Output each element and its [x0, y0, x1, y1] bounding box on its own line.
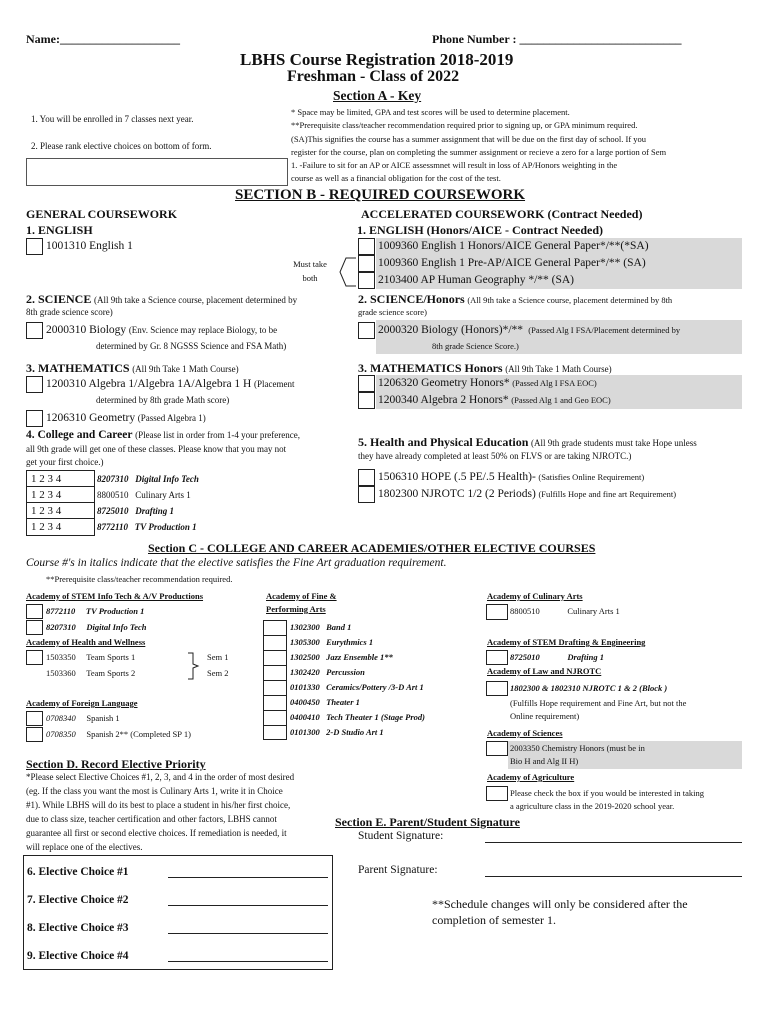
english-honors-label: 1009360 English 1 Honors/AICE General Paper*/**(*SA) — [378, 240, 649, 252]
section-d-text: will replace one of the electives. — [26, 842, 143, 852]
geometry-checkbox[interactable] — [26, 410, 43, 427]
grid-line — [263, 725, 287, 726]
hpe-heading: 5. Health and Physical Education (All 9th grade students must take Hope unless — [358, 435, 697, 449]
elective-choice-label: 9. Elective Choice #4 — [27, 950, 129, 962]
cc-course: 8207310 Digital Info Tech — [97, 474, 199, 484]
parent-signature-field[interactable] — [485, 876, 742, 877]
biology-honors-checkbox[interactable] — [358, 322, 375, 339]
hw-course: 1503350 Team Sports 1 — [46, 652, 136, 662]
cc-course: 8800510 Culinary Arts 1 — [97, 490, 191, 500]
grid-line — [26, 518, 95, 519]
culinary-checkbox[interactable] — [486, 604, 508, 620]
ap-geography-label: 2103400 AP Human Geography */** (SA) — [378, 274, 575, 286]
culinary-course: 8800510 Culinary Arts 1 — [510, 606, 620, 616]
algebra-2-honors-checkbox[interactable] — [358, 392, 375, 409]
cc-course: 8725010 Drafting 1 — [97, 506, 175, 516]
college-career-note: get your first choice.) — [26, 457, 104, 467]
key-item-box — [26, 158, 288, 186]
tv-production-checkbox[interactable] — [26, 604, 43, 619]
math-honors-heading: 3. MATHEMATICS Honors (All 9th Take 1 Math Course) — [358, 361, 612, 375]
fine-arts-heading: Performing Arts — [266, 604, 326, 614]
english-preap-checkbox[interactable] — [358, 255, 375, 272]
sem-label: Sem 2 — [207, 668, 229, 678]
section-a-title: Section A - Key — [333, 88, 422, 103]
drafting-course: 8725010 Drafting 1 — [510, 652, 604, 662]
science-heading: 2. SCIENCE (All 9th take a Science course, placement determined by — [26, 292, 298, 306]
rank-selector[interactable]: 1 2 3 4 — [31, 505, 62, 517]
algebra-1-label: 1200310 Algebra 1/Algebra 1A/Algebra 1 H (Placement — [46, 378, 295, 390]
student-signature-label: Student Signature: — [358, 830, 444, 842]
section-d-title: Section D. Record Elective Priority — [26, 757, 206, 771]
ap-geography-checkbox[interactable] — [358, 272, 375, 289]
hope-label: 1506310 HOPE (.5 PE/.5 Health)- (Satisfies Online Requirement) — [378, 471, 645, 483]
rank-selector[interactable]: 1 2 3 4 — [31, 489, 62, 501]
drafting-checkbox[interactable] — [486, 650, 508, 665]
chemistry-course: 2003350 Chemistry Honors (must be in — [510, 743, 645, 753]
fa-course: 0400410 Tech Theater 1 (Stage Prod) — [290, 712, 425, 722]
phone-field-label[interactable]: Phone Number : ___________________________ — [432, 32, 682, 46]
njrotc-academy-checkbox[interactable] — [486, 681, 508, 696]
grid-line — [26, 502, 95, 503]
science-honors-note: grade science score) — [358, 307, 427, 317]
stem-academy-heading: Academy of STEM Info Tech & A/V Productions — [26, 591, 204, 601]
key-note: (SA)This signifies the course has a summer assignment that will be due on the first day of school. If you — [291, 134, 647, 144]
section-c-title: Section C - COLLEGE AND CAREER ACADEMIES/OTHER ELECTIVE COURSES — [148, 541, 596, 555]
grid-line — [26, 486, 95, 487]
hw-course: 1503360 Team Sports 2 — [46, 668, 136, 678]
grid-line — [263, 710, 287, 711]
schedule-change-note: **Schedule changes will only be considered after the — [432, 897, 688, 911]
geometry-label: 1206310 Geometry (Passed Algebra 1) — [46, 412, 206, 424]
english-honors-checkbox[interactable] — [358, 238, 375, 255]
culinary-heading: Academy of Culinary Arts — [487, 591, 583, 601]
section-d-text: guarantee all first or second elective choices. If remediation is needed, it — [26, 828, 287, 838]
biology-honors-label: 2000320 Biology (Honors)*/** (Passed Alg I FSA/Placement determined by — [378, 324, 681, 336]
key-item: 1. You will be enrolled in 7 classes next year. — [31, 114, 194, 124]
college-career-note: all 9th grade will get one of these classes. Please know that you may not — [26, 444, 287, 454]
cc-course: 8772110 TV Production 1 — [97, 522, 197, 532]
grid-line — [263, 680, 287, 681]
law-note: (Fulfills Hope requirement and Fine Art, but not the — [510, 698, 687, 708]
njrotc-label: 1802300 NJROTC 1/2 (2 Periods) (Fulfills Hope and fine art Requirement) — [378, 488, 677, 500]
chemistry-note: Bio H and Alg II H) — [510, 756, 579, 766]
stem-course: 8207310 Digital Info Tech — [46, 622, 147, 632]
agriculture-heading: Academy of Agriculture — [487, 772, 575, 782]
foreign-language-heading: Academy of Foreign Language — [26, 698, 138, 708]
english-preap-label: 1009360 English 1 Pre-AP/AICE General Paper*/** (SA) — [378, 257, 646, 269]
grid-line — [263, 665, 287, 666]
elective-choice-label: 7. Elective Choice #2 — [27, 894, 129, 906]
sem-bracket — [186, 651, 202, 681]
prereq-note: **Prerequisite class/teacher recommendation required. — [46, 574, 233, 584]
must-take-bracket — [332, 256, 358, 288]
english-1-checkbox[interactable] — [26, 238, 43, 255]
key-note: **Prerequisite class/teacher recommendation required prior to signing up, or GPA minimum required. — [291, 120, 638, 130]
agriculture-note: a agriculture class in the 2019-2020 school year. — [510, 801, 675, 811]
fa-course: 1302420 Percussion — [290, 667, 365, 677]
elective-choice-label: 6. Elective Choice #1 — [27, 866, 129, 878]
biology-checkbox[interactable] — [26, 322, 43, 339]
accelerated-coursework-heading: ACCELERATED COURSEWORK (Contract Needed) — [361, 207, 643, 221]
schedule-change-note: completion of semester 1. — [432, 913, 556, 927]
elective-choice-label: 8. Elective Choice #3 — [27, 922, 129, 934]
biology-label: 2000310 Biology (Env. Science may replace Biology, to be — [46, 324, 278, 336]
key-item: 2. Please rank elective choices on bottom of form. — [31, 141, 212, 151]
english-honors-heading: 1. ENGLISH (Honors/AICE - Contract Needed) — [357, 223, 603, 237]
fa-course: 1302500 Jazz Ensemble 1** — [290, 652, 393, 662]
key-note: * Space may be limited, GPA and test scores will be used to determine placement. — [291, 107, 570, 117]
elective-choice-4-field[interactable] — [168, 961, 328, 962]
sem-label: Sem 1 — [207, 652, 229, 662]
section-d-text: (eg. If the class you want the most is Culinary Arts 1, write it in Choice — [26, 786, 283, 796]
agriculture-note: Please check the box if you would be interested in taking — [510, 788, 705, 798]
fine-arts-heading: Academy of Fine & — [266, 591, 337, 601]
rank-selector[interactable]: 1 2 3 4 — [31, 473, 62, 485]
math-heading: 3. MATHEMATICS (All 9th Take 1 Math Course) — [26, 361, 239, 375]
law-note: Online requirement) — [510, 711, 580, 721]
stem-course: 8772110 TV Production 1 — [46, 606, 145, 616]
science-honors-heading: 2. SCIENCE/Honors (All 9th take a Science course, placement determined by 8th — [358, 292, 673, 306]
fa-course: 1302300 Band 1 — [290, 622, 352, 632]
njrotc-checkbox[interactable] — [358, 486, 375, 503]
section-d-text: *Please select Elective Choices #1, 2, 3, and 4 in the order of most desired — [26, 772, 295, 782]
team-sports-1-checkbox[interactable] — [26, 650, 43, 665]
fa-course: 1305300 Eurythmics 1 — [290, 637, 374, 647]
biology-honors-note: 8th grade Science Score.) — [432, 341, 519, 351]
section-e-title: Section E. Parent/Student Signature — [335, 815, 520, 829]
section-d-text: due to class size, teacher certification and other factors, LBHS cannot — [26, 814, 277, 824]
elective-choice-1-field[interactable] — [168, 877, 328, 878]
fa-course: 0101300 2-D Studio Art 1 — [290, 727, 384, 737]
spanish-2-checkbox[interactable] — [26, 727, 43, 742]
spanish-1-checkbox[interactable] — [26, 711, 43, 726]
general-coursework-heading: GENERAL COURSEWORK — [26, 207, 178, 221]
page-title: LBHS Course Registration 2018-2019 — [240, 50, 514, 69]
sciences-heading: Academy of Sciences — [487, 728, 563, 738]
science-note: 8th grade science score) — [26, 307, 113, 317]
elective-choice-3-field[interactable] — [168, 933, 328, 934]
student-signature-field[interactable] — [485, 842, 742, 843]
key-note: course as well as a financial obligation for the cost of the test. — [291, 173, 501, 183]
section-d-text: #1). While LBHS will do its best to place a student in his/her first choice, — [26, 800, 291, 810]
page-subtitle: Freshman - Class of 2022 — [287, 68, 460, 85]
section-c-subtitle: Course #'s in italics indicate that the elective satisfies the Fine Art graduation requirement. — [26, 557, 447, 569]
must-take-note: both — [302, 273, 318, 283]
law-course: 1802300 & 1802310 NJROTC 1 & 2 (Block ) — [510, 683, 668, 693]
fl-course: 0708340 Spanish 1 — [46, 713, 120, 723]
algebra-1-checkbox[interactable] — [26, 376, 43, 393]
english-heading: 1. ENGLISH — [26, 223, 93, 237]
name-field-label[interactable]: Name:____________________ — [26, 32, 180, 46]
rank-selector[interactable]: 1 2 3 4 — [31, 521, 62, 533]
digital-info-checkbox[interactable] — [26, 620, 43, 635]
section-b-title: SECTION B - REQUIRED COURSEWORK — [235, 187, 526, 203]
geometry-honors-label: 1206320 Geometry Honors* (Passed Alg I FSA EOC) — [378, 377, 597, 389]
drafting-heading: Academy of STEM Drafting & Engineering — [487, 637, 646, 647]
key-note: register for the course, plan on completing the summer assignment or recieve a zero for a large portion of Sem — [291, 147, 667, 157]
grid-line — [263, 695, 287, 696]
biology-note: determined by Gr. 8 NGSSS Science and FSA Math) — [96, 341, 287, 351]
chemistry-checkbox[interactable] — [486, 741, 508, 756]
agriculture-checkbox[interactable] — [486, 786, 508, 801]
grid-line — [263, 635, 287, 636]
college-career-heading: 4. College and Career (Please list in order from 1-4 your preference, — [26, 429, 301, 441]
hope-checkbox[interactable] — [358, 469, 375, 486]
elective-choice-2-field[interactable] — [168, 905, 328, 906]
parent-signature-label: Parent Signature: — [358, 864, 438, 876]
must-take-note: Must take — [293, 259, 327, 269]
algebra-2-honors-label: 1200340 Algebra 2 Honors* (Passed Alg 1 and Geo EOC) — [378, 394, 611, 406]
hpe-note: they have already completed at least 50% on FLVS or are taking NJROTC.) — [358, 451, 632, 461]
fl-course: 0708350 Spanish 2** (Completed SP 1) — [46, 729, 191, 739]
key-note: 1. -Failure to sit for an AP or AICE assessmnet will result in loss of AP/Honors weighting in the — [291, 160, 618, 170]
algebra-1-note: determined by 8th grade Math score) — [96, 395, 230, 405]
grid-line — [263, 650, 287, 651]
geometry-honors-checkbox[interactable] — [358, 375, 375, 392]
english-1-label: 1001310 English 1 — [46, 240, 133, 252]
fa-course: 0400450 Theater 1 — [290, 697, 360, 707]
law-heading: Academy of Law and NJROTC — [487, 666, 602, 676]
health-academy-heading: Academy of Health and Wellness — [26, 637, 146, 647]
fa-course: 0101330 Ceramics/Pottery /3-D Art 1 — [290, 682, 424, 692]
